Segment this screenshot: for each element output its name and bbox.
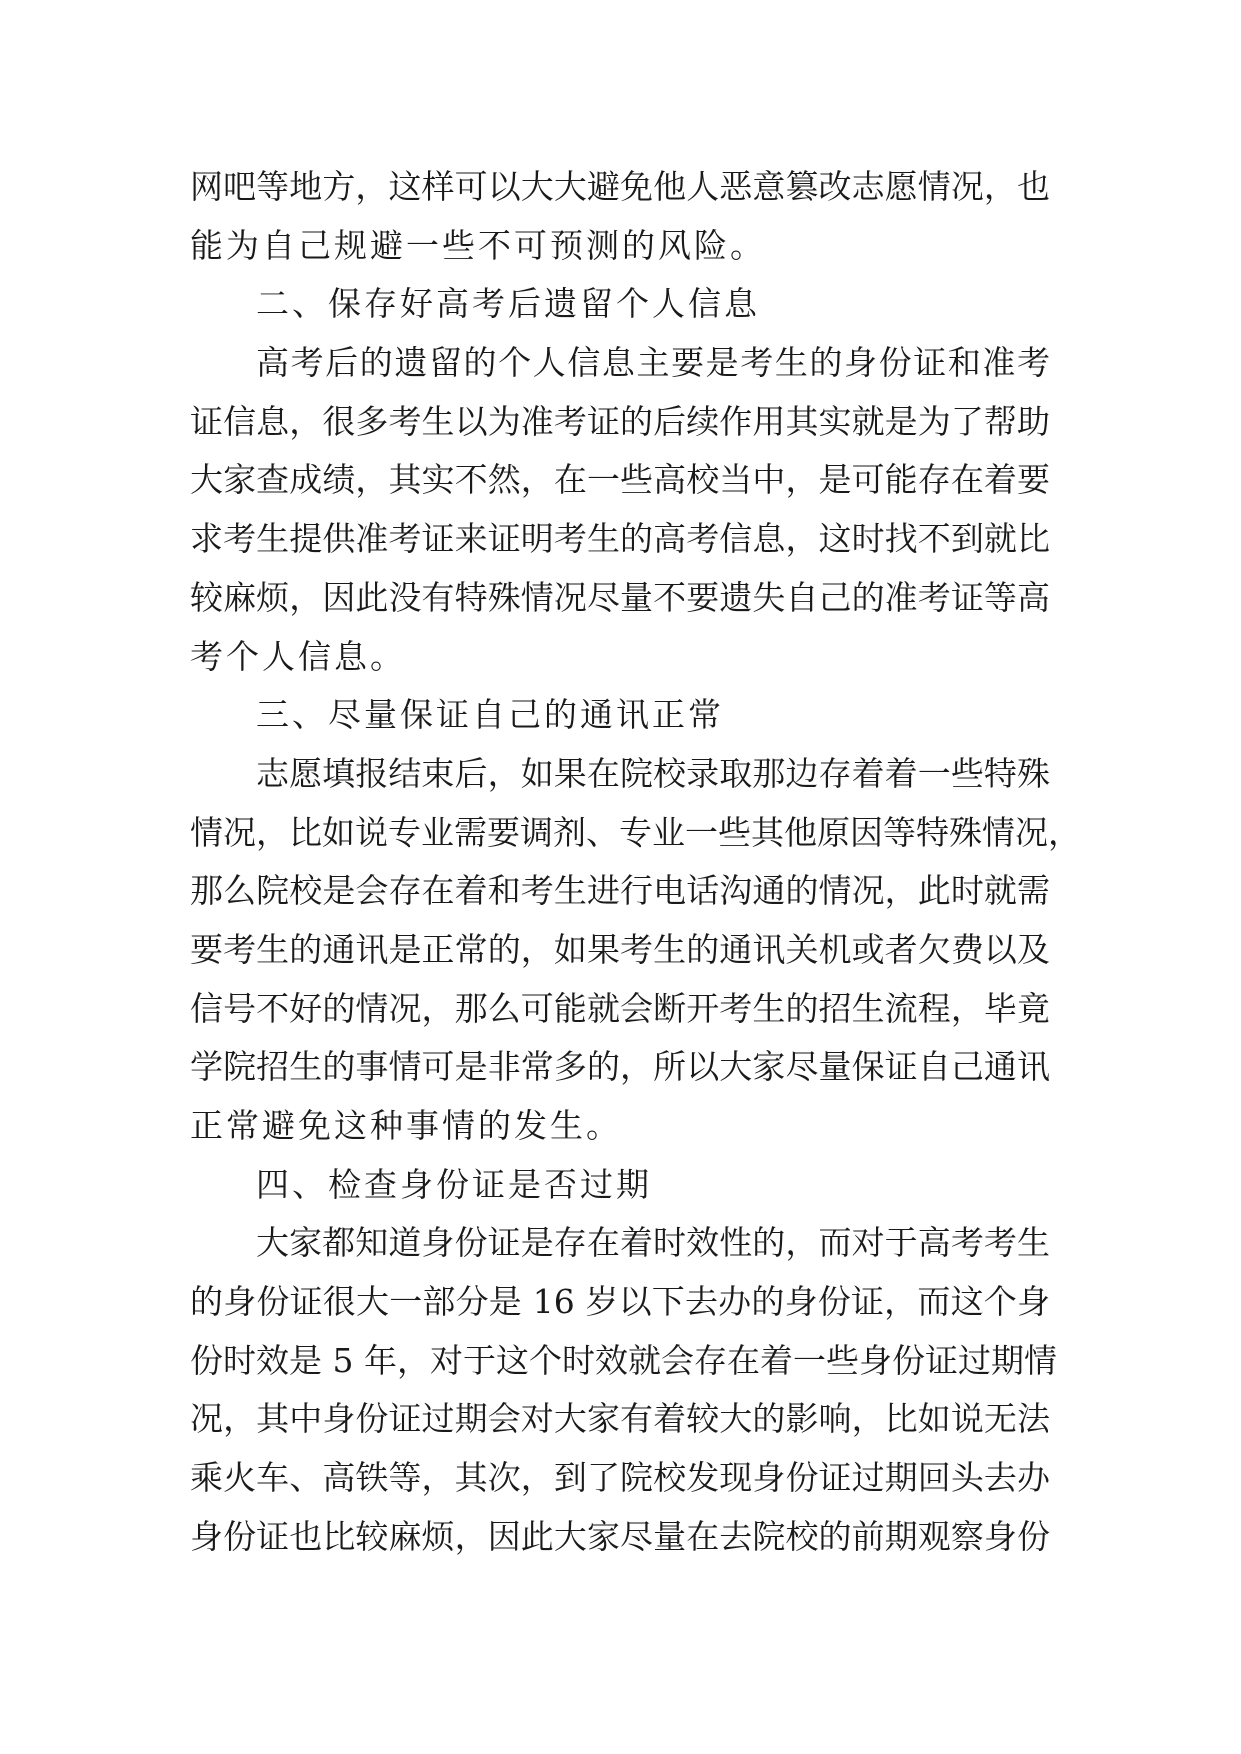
- paragraph-first-line: 志愿填报结束后，如果在院校录取那边存着着一些特殊: [256, 753, 1050, 793]
- text-line: 能为自己规避一些不可预测的风险。: [190, 225, 766, 265]
- text-line: 那么院校是会存在着和考生进行电话沟通的情况，此时就需: [190, 871, 1050, 911]
- paragraph-first-line: 高考后的遗留的个人信息主要是考生的身份证和准考: [256, 343, 1050, 383]
- text-line: 信号不好的情况，那么可能就会断开考生的招生流程，毕竟: [190, 988, 1050, 1028]
- text-line: 况，其中身份证过期会对大家有着较大的影响，比如说无法: [190, 1399, 1050, 1439]
- text-line: 乘火车、高铁等，其次，到了院校发现身份证过期回头去办: [190, 1458, 1050, 1498]
- text-line: 正常避免这种事情的发生。: [190, 1106, 622, 1145]
- text-line: 较麻烦，因此没有特殊情况尽量不要遗失自己的准考证等高: [190, 577, 1050, 617]
- text-line: 情况，比如说专业需要调剂、专业一些其他原因等特殊情况，: [190, 812, 1081, 852]
- section-heading: 三、尽量保证自己的通讯正常: [256, 695, 724, 735]
- text-line: 学院招生的事情可是非常多的，所以大家尽量保证自己通讯: [190, 1047, 1050, 1087]
- section-heading: 二、保存好高考后遗留个人信息: [256, 284, 760, 324]
- text-line: 证信息，很多考生以为准考证的后续作用其实就是为了帮助: [190, 401, 1050, 441]
- text-line: 的身份证很大一部分是 16 岁以下去办的身份证，而这个身: [190, 1282, 1050, 1322]
- text-line: 网吧等地方，这样可以大大避免他人恶意篡改志愿情况，也: [190, 167, 1050, 206]
- text-line: 要考生的通讯是正常的，如果考生的通讯关机或者欠费以及: [190, 929, 1050, 969]
- body-text: [190, 158, 1081, 1567]
- text-line: 考个人信息。: [190, 636, 406, 676]
- text-line: 求考生提供准考证来证明考生的高考信息，这时找不到就比: [190, 519, 1050, 559]
- section-heading: 四、检查身份证是否过期: [256, 1164, 652, 1204]
- paragraph-first-line: 大家都知道身份证是存在着时效性的，而对于高考考生: [256, 1223, 1050, 1263]
- text-line: 大家查成绩，其实不然，在一些高校当中，是可能存在着要: [190, 460, 1050, 500]
- text-line: 份时效是 5 年，对于这个时效就会存在着一些身份证过期情: [190, 1340, 1057, 1380]
- text-line: 身份证也比较麻烦，因此大家尽量在去院校的前期观察身份: [190, 1516, 1050, 1556]
